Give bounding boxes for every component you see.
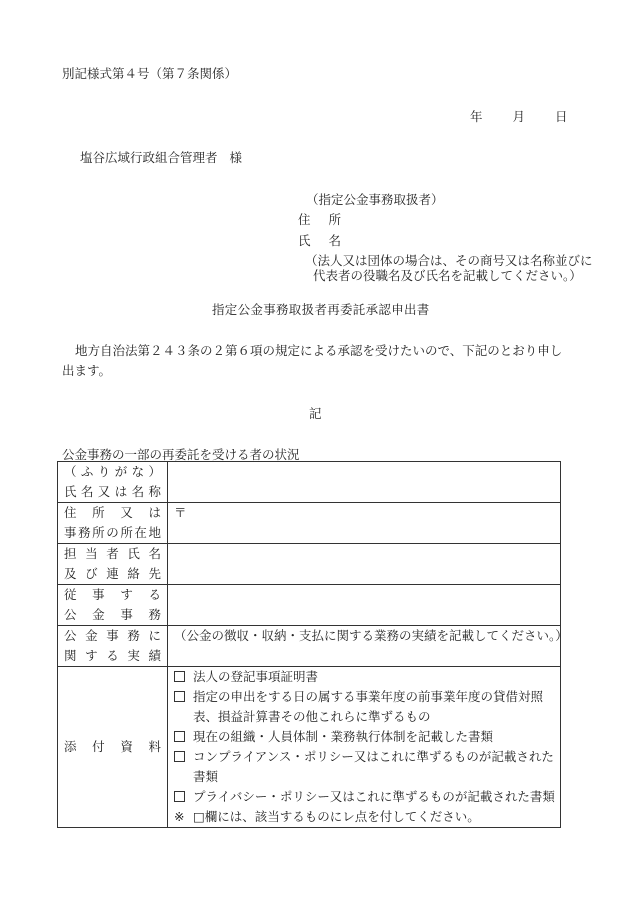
checkbox-icon[interactable]: [174, 791, 185, 802]
attachments-note: ※ □欄には、該当するものにレ点を付してください。: [174, 807, 560, 827]
row-label-address: 住所又は 事務所の所在地: [58, 503, 168, 544]
date-line: [470, 107, 568, 125]
table-row: [58, 626, 561, 667]
table-row: [58, 544, 561, 585]
applicant-heading: （指定公金事務取扱者）: [306, 192, 444, 207]
row-label-track-record: 公金事務に 関する実績: [58, 626, 168, 667]
applicant-name-label: 氏 名: [298, 233, 342, 248]
table-caption: 公金事務の一部の再委託を受ける者の状況: [62, 447, 300, 462]
checkbox-icon[interactable]: [174, 691, 185, 702]
applicant-address-label: 住 所: [298, 212, 342, 227]
applicant-note-line1: （法人又は団体の場合は、その商号又は名称並びに: [305, 253, 593, 268]
addressee-honorific: 様: [229, 150, 243, 165]
row-label-contact: 担当者氏名 及び連絡先: [58, 544, 168, 585]
duties-field[interactable]: [168, 585, 561, 626]
row-label-attachments: 添付資料: [58, 667, 168, 828]
table-row: [58, 585, 561, 626]
date-day-label: 日: [555, 109, 568, 124]
row-label-duties: 従事する 公金事務: [58, 585, 168, 626]
contact-field[interactable]: [168, 544, 561, 585]
attachment-item[interactable]: プライバシー・ポリシー又はこれに準ずるものが記載された書類: [174, 787, 560, 807]
body-text: 地方自治法第２４３条の２第６項の規定による承認を受けたいので、下記のとおり申し出ます。: [62, 343, 563, 378]
postal-mark: 〒: [174, 505, 187, 520]
table-row: [58, 503, 561, 544]
table-row: [58, 462, 561, 503]
addressee: [80, 148, 242, 166]
checkbox-icon[interactable]: [174, 751, 185, 762]
form-number: 別記様式第４号（第７条関係）: [62, 66, 238, 81]
note-mark: ※: [174, 809, 185, 824]
date-month-label: 月: [512, 109, 526, 124]
ki-heading: 記: [309, 406, 322, 421]
attachment-item[interactable]: コンプライアンス・ポリシー又はこれに準ずるものが記載された書類: [174, 747, 560, 787]
track-record-field[interactable]: [168, 626, 568, 667]
document-title: 指定公金事務取扱者再委託承認申出書: [212, 302, 430, 317]
checkbox-icon[interactable]: [174, 671, 185, 682]
attachment-item[interactable]: 法人の登記事項証明書: [174, 667, 560, 687]
address-field[interactable]: [168, 503, 561, 544]
date-year-label: 年: [470, 109, 483, 124]
track-record-hint: （公金の徴収・収納・支払に関する業務の実績を記載してください。）: [174, 628, 568, 643]
name-field[interactable]: [168, 462, 561, 503]
attachment-item[interactable]: 現在の組織・人員体制・業務執行体制を記載した書類: [174, 727, 560, 747]
addressee-name: 塩谷広域行政組合管理者: [80, 150, 218, 165]
row-label-name: （ふりがな） 氏名又は名称: [58, 462, 168, 503]
attachments-list: [168, 667, 561, 828]
applicant-note-line2: 代表者の役職名及び氏名を記載してください。）: [313, 268, 582, 283]
subcontractor-status-table: [57, 461, 568, 828]
table-row: [58, 667, 561, 828]
attachment-item[interactable]: 指定の申出をする日の属する事業年度の前事業年度の貸借対照表、損益計算書その他これらに準ずるもの: [174, 687, 560, 727]
checkbox-icon[interactable]: [174, 731, 185, 742]
